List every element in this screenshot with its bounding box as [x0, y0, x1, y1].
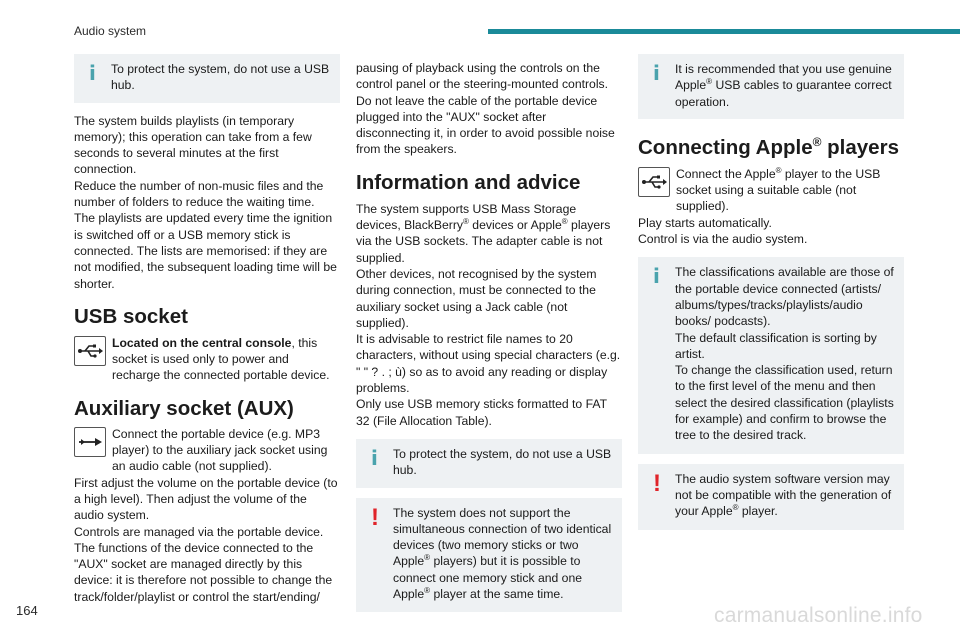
registered-mark: ® [463, 217, 469, 227]
info-note-classifications [638, 257, 904, 453]
warning-icon: ! [371, 503, 379, 531]
aux-socket-block [74, 426, 340, 475]
heading-information-advice: Information and advice [356, 170, 581, 194]
heading-text: Connecting Apple [638, 135, 813, 159]
warning-note-two-devices [356, 498, 622, 613]
heading-auxiliary-socket: Auxiliary socket (AUX) [74, 396, 294, 420]
paragraph: Do not leave the cable of the portable device plugged into the "AUX" socket after disconnecting it, in order to avoid possible noise from the speakers. [356, 93, 615, 157]
text-run: players via the USB sockets. The adapter cable is not supplied. [356, 218, 611, 265]
paragraph: Other devices, not recognised by the system during connection, must be connected to the auxiliary socket using a Jack cable (not supplied). [356, 266, 597, 330]
info-icon: i [89, 61, 96, 85]
registered-mark: ® [812, 135, 822, 150]
note-text: The classifications available are those of the portable device connected (artists/ albums/types/tracks/playlists/audio books/ podcasts). [675, 265, 894, 329]
text-run: Connect the Apple [676, 166, 776, 181]
note-text: To change the classification used, return to the first level of the menu and then select the desired classification (playlists for example) and confirm to browse the tree to the desired track. [675, 363, 894, 443]
paragraph: Reduce the number of non-music files and the number of folders to reduce the waiting time. [74, 178, 324, 210]
usb-icon [74, 336, 106, 366]
paragraph: Control is via the audio system. [638, 232, 808, 247]
column-2 [356, 54, 622, 620]
paragraph: The system builds playlists (in temporary memory); this operation can take from a few seconds to several minutes at the first connection. [74, 113, 312, 177]
note-text: player. [738, 504, 778, 519]
header-accent-bar [488, 29, 960, 34]
usb-icon [638, 167, 670, 197]
info-note-usb-hub-2 [356, 439, 622, 488]
paragraph: pausing of playback using the controls on the control panel or the steering-mounted controls. [356, 61, 609, 92]
paragraph [356, 201, 622, 266]
paragraph: It is advisable to restrict file names to 20 characters, without using special characters (e.g. " " ? . ; ù) so as to avoid any reading or display problems. [356, 332, 621, 396]
text-run: player to the USB socket using a suitable cable (not supplied). [676, 166, 881, 214]
note-text: To protect the system, do not use a USB hub. [111, 62, 330, 93]
column-1 [74, 54, 340, 605]
header-title: Audio system [74, 24, 147, 38]
note-text: The system does not support the simultaneous connection of two identical devices (two memory sticks or two Apple [393, 505, 612, 569]
info-icon: i [653, 61, 660, 85]
heading-usb-socket: USB socket [74, 304, 188, 328]
info-note-usb-hub [74, 54, 340, 103]
paragraph: Play starts automatically. [638, 215, 772, 230]
paragraph: Only use USB memory sticks formatted to FAT 32 (File Allocation Table). [356, 397, 607, 428]
column-3 [638, 54, 904, 538]
watermark: carmanualsonline.info [714, 604, 923, 627]
usb-location-bold: Located on the central console [112, 335, 292, 350]
aux-lead: Connect the portable device (e.g. MP3 player) to the auxiliary jack socket using an audio cable (not supplied). [112, 426, 328, 474]
paragraph: The playlists are updated every time the ignition is switched off or a USB memory stick is connected. The lists are memorised: if they are not modified, the subsequent loading time will be shorter. [74, 211, 337, 291]
usb-text: , this socket is used only to power and recharge the connected portable device. [112, 335, 330, 383]
text-run: devices or Apple [468, 218, 562, 233]
registered-mark: ® [706, 77, 713, 87]
paragraph: The functions of the device connected to the "AUX" socket are managed directly by this device: it is therefore not possible to change the track/folder/playlist or control the start/ending/ [74, 540, 333, 604]
apple-connect-block [638, 166, 904, 215]
registered-mark: ® [775, 165, 782, 175]
registered-mark: ® [424, 585, 431, 595]
registered-mark: ® [424, 553, 431, 563]
heading-connecting-apple [638, 135, 904, 161]
paragraph: Controls are managed via the portable device. [74, 524, 324, 539]
page-number: 164 [16, 603, 38, 618]
warning-note-software-version [638, 464, 904, 530]
note-text: To protect the system, do not use a USB hub. [393, 446, 612, 478]
note-text: The audio system software version may not be compatible with the generation of your Apple [675, 471, 892, 519]
heading-text: players [821, 135, 899, 159]
note-text: players) but it is possible to connect one memory stick and one Apple [393, 554, 583, 602]
info-icon: i [371, 445, 378, 470]
warning-icon: ! [653, 469, 661, 497]
registered-mark: ® [732, 503, 739, 513]
usb-socket-block [74, 335, 340, 384]
note-text: It is recommended that you use genuine Apple [675, 62, 892, 93]
note-text: USB cables to guarantee correct operation. [675, 78, 892, 109]
note-text: The default classification is sorting by artist. [675, 330, 877, 361]
text-run: The system supports USB Mass Storage devices, BlackBerry [356, 201, 577, 233]
paragraph: First adjust the volume on the portable device (to a high level). Then adjust the volume of the audio system. [74, 475, 338, 523]
note-text: player at the same time. [430, 587, 564, 602]
aux-jack-icon [74, 427, 106, 457]
info-note-apple-cables [638, 54, 904, 119]
registered-mark: ® [561, 217, 568, 227]
info-icon: i [653, 264, 660, 289]
